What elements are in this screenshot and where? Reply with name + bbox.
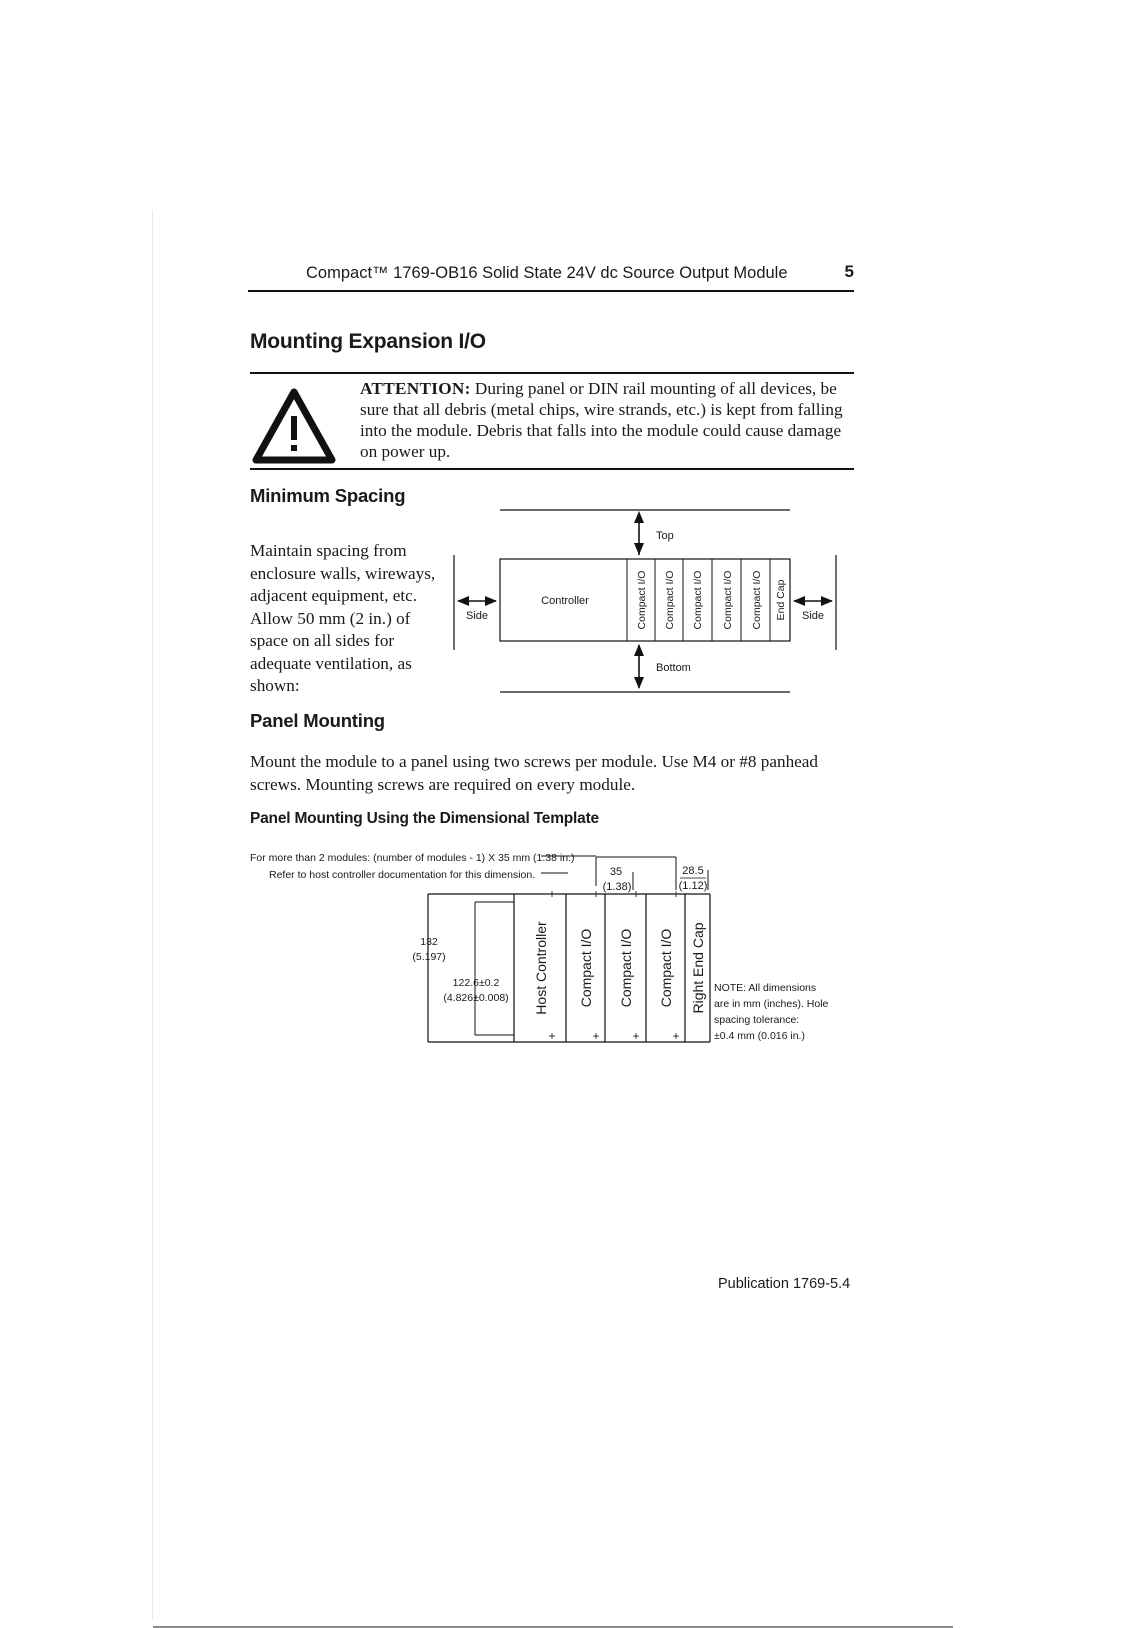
io-label: Compact I/O — [692, 570, 704, 630]
dim-132-in: (5.197) — [412, 951, 446, 963]
note-line: are in mm (inches). Hole — [714, 998, 829, 1010]
note-line: spacing tolerance: — [714, 1014, 800, 1026]
page-number: 5 — [844, 262, 854, 281]
svg-text:+: + — [672, 1029, 680, 1043]
panel-mounting-text: Mount the module to a panel using two screws per module. Use M4 or #8 panhead screws. Mounting screws are required on every module. — [250, 752, 819, 794]
svg-text:+: + — [672, 887, 680, 901]
page-edge — [152, 210, 153, 1620]
end-cap-label: End Cap — [775, 579, 787, 621]
svg-text:+: + — [632, 1029, 640, 1043]
template-note — [714, 982, 829, 1042]
warning-triangle-icon — [252, 388, 336, 464]
io-label: Compact I/O — [751, 570, 763, 630]
io-label: Compact I/O — [664, 570, 676, 630]
dimensional-template-diagram — [250, 850, 850, 1055]
note-host: Refer to host controller documentation for this dimension. — [269, 869, 536, 881]
note-line: NOTE: All dimensions — [714, 982, 817, 994]
io-label: Compact I/O — [578, 928, 594, 1008]
minimum-spacing-heading: Minimum Spacing — [250, 485, 406, 506]
io-label: Compact I/O — [636, 570, 648, 630]
note-line: ±0.4 mm (0.016 in.) — [714, 1030, 805, 1042]
attention-text — [360, 378, 850, 462]
bottom-label: Bottom — [656, 662, 691, 674]
minimum-spacing-text: Maintain spacing from enclosure walls, wireways, adjacent equipment, etc. Allow 50 mm (2 in.) of space on all sides for adequate ventilation, as shown: — [250, 541, 436, 695]
dim-28-in: (1.12) — [678, 880, 708, 892]
dim-122: 122.6±0.2 — [452, 977, 500, 989]
svg-text:+: + — [548, 887, 556, 901]
io-label: Compact I/O — [658, 928, 674, 1008]
svg-text:+: + — [592, 1029, 600, 1043]
dim-35: 35 — [609, 866, 623, 878]
side-label: Side — [466, 610, 489, 622]
right-end-cap-label: Right End Cap — [690, 922, 706, 1014]
attention-body: During panel or DIN rail mounting of all devices, be sure that all debris (metal chips, wire strands, etc.) is kept from falling into the module. Debris that falls into the module could cause damage on power up. — [360, 379, 843, 461]
controller-label: Controller — [541, 595, 589, 607]
dim-122-in: (4.826±0.008) — [443, 992, 509, 1004]
template-heading: Panel Mounting Using the Dimensional Template — [250, 810, 599, 827]
dim-28: 28.5 — [682, 865, 704, 877]
attention-box — [250, 372, 854, 470]
publication-number: Publication 1769-5.4 — [718, 1276, 851, 1292]
svg-text:+: + — [592, 887, 600, 901]
minimum-spacing-diagram — [450, 505, 850, 705]
io-label: Compact I/O — [722, 570, 734, 630]
dim-132: 132 — [420, 936, 438, 948]
running-head — [248, 262, 854, 292]
note-modules: For more than 2 modules: (number of modules - 1) X 35 mm (1.38 in.) — [250, 852, 575, 864]
panel-mounting-heading: Panel Mounting — [250, 710, 385, 731]
dim-35-in: (1.38) — [602, 881, 632, 893]
running-head-title: Compact™ 1769-OB16 Solid State 24V dc Source Output Module — [306, 264, 788, 282]
svg-text:+: + — [632, 887, 640, 901]
attention-lead: ATTENTION: — [360, 379, 471, 398]
svg-text:+: + — [548, 1029, 556, 1043]
io-label: Compact I/O — [618, 928, 634, 1008]
section-title: Mounting Expansion I/O — [250, 330, 486, 353]
top-label: Top — [656, 530, 674, 542]
host-controller-label: Host Controller — [533, 921, 549, 1015]
side-label: Side — [802, 610, 825, 622]
